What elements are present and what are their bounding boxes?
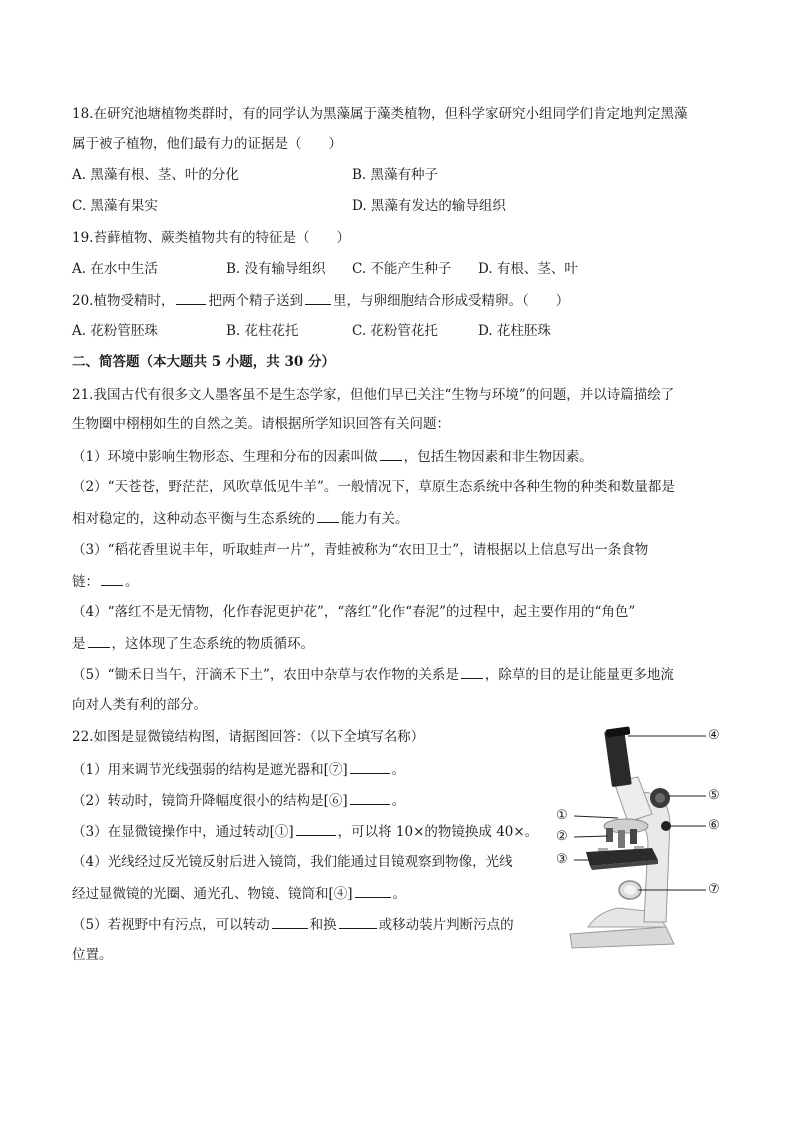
q18-stem-line1: 18.在研究池塘植物类群时，有的同学认为黑藻属于藻类植物，但科学家研究小组同学们肯定地判定黑藻 [72,106,688,122]
blank [339,914,377,929]
q20-option-b: B. 花柱花托 [226,323,299,339]
q20-option-c: C. 花粉管花托 [352,323,438,339]
q18-option-b: B. 黑藻有种子 [352,167,439,183]
label-4: ④ [708,728,720,743]
blank [461,664,483,679]
label-2: ② [556,829,568,844]
q22-stem: 22.如图是显微镜结构图，请据图回答：（以下全填写名称） [72,729,425,745]
q21-sub2-line1: （2）“天苍苍，野茫茫，风吹草低见牛羊”。一般情况下，草原生态系统中各种生物的种类和数量都是 [72,479,675,495]
blank [272,914,308,929]
q21-sub1: （1）环境中影响生物形态、生理和分布的因素叫做 ，包括生物因素和非生物因素。 [72,446,593,467]
blank [101,571,123,586]
blank [305,290,331,305]
blank [380,446,402,461]
q19-option-b: B. 没有输导组织 [226,261,326,277]
q22-sub4-line1: （4）光线经过反光镜反射后进入镜筒，我们能通过目镜观察到物像，光线 [72,854,513,870]
q20-option-d: D. 花柱胚珠 [478,323,551,339]
q22-sub4-line2: 经过显微镜的光圈、通光孔、物镜、镜筒和[④] 。 [72,883,406,904]
q18-option-c: C. 黑藻有果实 [72,198,158,214]
q22-sub5-line1: （5）若视野中有污点，可以转动 和换 或移动装片判断污点的 [72,914,514,935]
blank [350,790,390,805]
q18-option-a: A. 黑藻有根、茎、叶的分化 [72,167,239,183]
label-3: ③ [556,852,568,867]
q21-sub4-line2: 是 ，这体现了生态系统的物质循环。 [72,633,314,654]
q20-stem: 20.植物受精时， 把两个精子送到 里，与卵细胞结合形成受精卵。（ ） [72,290,569,311]
section-heading: 二、简答题（本大题共 5 小题，共 30 分） [72,354,335,370]
q19-option-a: A. 在水中生活 [72,261,158,277]
q21-sub3-line2: 链： 。 [72,571,139,592]
q21-stem-line2: 生物圈中栩栩如生的自然之美。请根据所学知识回答有关问题： [72,416,450,432]
blank [176,290,206,305]
q22-sub5-line2: 位置。 [72,947,113,963]
q21-sub4-line1: （4）“落红不是无情物，化作春泥更护花”，“落红”化作“春泥”的过程中，起主要作用的“角色” [72,604,636,620]
label-7: ⑦ [708,882,720,897]
q22-sub2: （2）转动时，镜筒升降幅度很小的结构是[⑥] 。 [72,790,405,811]
blank [355,883,391,898]
q21-sub2-line2: 相对稳定的，这种动态平衡与生态系统的 能力有关。 [72,508,409,529]
microscope-drawing [548,722,728,952]
q22-sub1: （1）用来调节光线强弱的结构是遮光器和[⑦] 。 [72,759,405,780]
blank [296,821,336,836]
blank [88,633,110,648]
q19-option-c: C. 不能产生种子 [352,261,452,277]
q20-option-a: A. 花粉管胚珠 [72,323,158,339]
blank [350,759,390,774]
q21-sub5-line2: 向对人类有利的部分。 [72,697,207,713]
q21-sub5-line1: （5）“锄禾日当午，汗滴禾下土”，农田中杂草与农作物的关系是 ，除草的目的是让能量更多地流 [72,664,674,685]
q21-stem-line1: 21.我国古代有很多文人墨客虽不是生态学家，但他们早已关注“生物与环境”的问题，并以诗篇描绘了 [72,387,675,403]
label-5: ⑤ [708,788,720,803]
q21-sub3-line1: （3）“稻花香里说丰年，听取蛙声一片”，青蛙被称为“农田卫士”，请根据以上信息写出一条食物 [72,542,649,558]
label-1: ① [556,808,568,823]
microscope-diagram [548,722,728,952]
q18-option-d: D. 黑藻有发达的输导组织 [352,198,506,214]
q22-sub3: （3）在显微镜操作中，通过转动[①] ，可以将 10×的物镜换成 40×。 [72,821,538,842]
q19-option-d: D. 有根、茎、叶 [478,261,578,277]
label-6: ⑥ [708,818,720,833]
q18-stem-line2: 属于被子植物，他们最有力的证据是（ ） [72,136,342,152]
q19-stem: 19.苔藓植物、蕨类植物共有的特征是（ ） [72,230,350,246]
blank [317,508,339,523]
